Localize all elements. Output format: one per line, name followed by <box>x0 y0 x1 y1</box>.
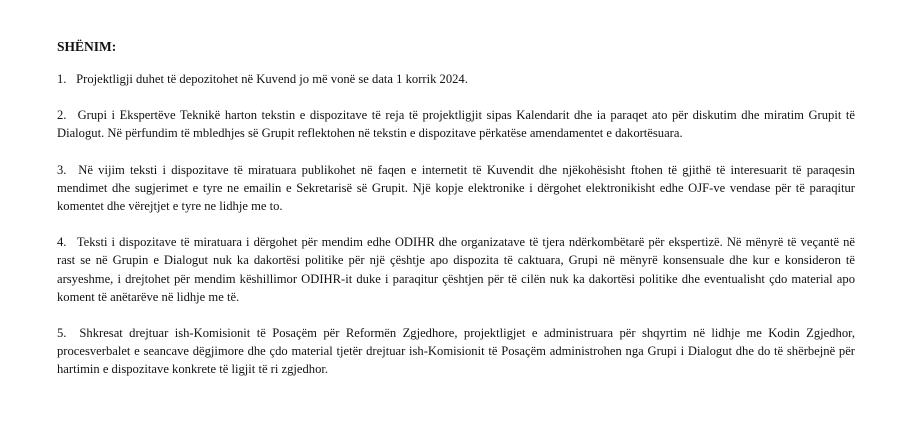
note-text: Projektligji duhet të depozitohet në Kuvend jo më vonë se data 1 korrik 2024. <box>76 72 468 86</box>
note-item-2 <box>57 106 855 142</box>
note-number: 5. <box>57 326 67 341</box>
note-number: 1. <box>57 72 67 86</box>
note-item-1 <box>57 70 855 88</box>
document-page <box>57 38 855 379</box>
note-text: Në vijim teksti i dispozitave të miratuara publikohet në faqen e internetit të Kuvendit dhe njëkohësisht ftohen të gjithë të interesuarit të paraqesin mendimet dhe sugjerimet e tyre ne emailin e Sekretarisë së Grupit. Një kopje elektronike i dërgohet elektronikisht edhe OJF-ve vendase për të paraqitur komentet dhe vërejtjet e tyre ne lidhje me to. <box>57 162 855 214</box>
note-item-3 <box>57 161 855 216</box>
note-item-5 <box>57 324 855 379</box>
note-heading: SHËNIM: <box>57 39 117 54</box>
note-number: 3. <box>57 162 67 177</box>
note-text: Grupi i Ekspertëve Teknikë harton tekstin e dispozitave të reja të projektligjit sipas Kalendarit dhe ia paraqet ato për diskutim dhe miratim Grupit të Dialogut. Në përfundim të mbledhjes së Grupit reflektohen në tekstin e dispozitave përkatëse amendamentet e dakortësuara. <box>57 108 855 141</box>
note-number: 4. <box>57 235 67 250</box>
note-text: Teksti i dispozitave të miratuara i dërgohet për mendim edhe ODIHR dhe organizatave të tjera ndërkombëtarë për ekspertizë. Në mënyrë të veçantë në rast se në Grupin e Dialogut nuk ka dakortësi politike për një çështje apo dispozita të caktuara, Grupi në mënyrë konsensuale dhe kur e konsideron të arsyeshme, i drejtohet për mendim këshillimor ODIHR-it duke i paraqitur çështjen për të cilën nuk ka dakortësi politike dhe eventualisht çdo material apo koment të anëtarëve në lidhje me të. <box>57 235 856 304</box>
note-number: 2. <box>57 108 67 123</box>
note-item-4 <box>57 233 855 306</box>
note-text: Shkresat drejtuar ish-Komisionit të Posaçëm për Reformën Zgjedhore, projektligjet e administruara për shqyrtim në lidhje me Kodin Zgjedhor, procesverbalet e seancave dëgjimore dhe çdo material tjetër drejtuar ish-Komisionit të Posaçëm administrohen nga Grupi i Dialogut dhe do të shërbejnë për hartimin e dispozitave konkrete të ligjit të ri zgjedhor. <box>57 326 855 377</box>
